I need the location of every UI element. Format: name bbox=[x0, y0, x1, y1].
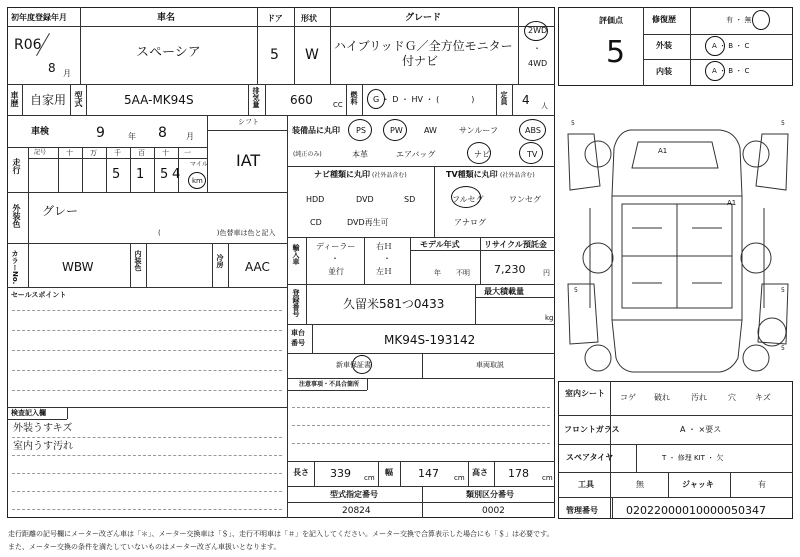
fuel-g-circle bbox=[367, 89, 385, 109]
grade-line-2: 付ナビ bbox=[402, 54, 439, 68]
shift-value: IAT bbox=[236, 151, 261, 170]
management-number: 02022000010000050347 bbox=[626, 504, 766, 517]
drive-2wd-circle bbox=[524, 21, 548, 41]
mileage-digit: 5 bbox=[160, 167, 169, 182]
car-diagram bbox=[560, 108, 796, 378]
capacity-value: 4 bbox=[522, 93, 530, 107]
damage-a1-side: A1 bbox=[727, 199, 737, 207]
tire-depth: 5 bbox=[781, 120, 785, 127]
inspector-note-2: 室内うす汚れ bbox=[13, 441, 73, 452]
footer-note-2: また、メーター交換の条件を満たしていないものはメーター改ざん車扱いとなります。 bbox=[8, 543, 281, 551]
inspection-month: 8 bbox=[158, 125, 167, 141]
equip-aw: AW bbox=[424, 126, 437, 135]
windshield-value: A ・ ×要ス bbox=[680, 425, 722, 434]
overall-score: 5 bbox=[606, 35, 626, 70]
interior-grade: A ・ B ・ C bbox=[712, 67, 750, 75]
first-reg-year: R06 bbox=[14, 37, 42, 53]
color-no-value: WBW bbox=[62, 260, 94, 274]
car-name-label: 車名 bbox=[157, 13, 176, 23]
km-unit: km bbox=[192, 177, 203, 185]
height-value: 178 bbox=[508, 467, 529, 480]
equip-abs: ABS bbox=[525, 126, 541, 135]
equip-navi: ナビ bbox=[474, 150, 490, 159]
displacement-value: 660 bbox=[290, 93, 313, 107]
equip-pw: PW bbox=[390, 126, 403, 135]
exterior-color: グレー bbox=[42, 204, 79, 218]
inspector-note-1: 外装うすキズ bbox=[13, 423, 73, 434]
width-value: 147 bbox=[418, 467, 439, 480]
mileage-digit: 1 bbox=[136, 167, 145, 182]
tv-fullseg: フルセグ bbox=[452, 195, 484, 204]
repair-options: 有 ・ 無 bbox=[726, 16, 752, 24]
car-name: スペーシア bbox=[136, 45, 201, 60]
km-circle bbox=[188, 172, 206, 189]
shape-value: W bbox=[305, 47, 319, 63]
equip-airbag: エアバッグ bbox=[396, 150, 436, 159]
class-value: 0002 bbox=[482, 506, 505, 516]
doors-value: 5 bbox=[270, 47, 279, 63]
mileage-digit: 4 bbox=[172, 167, 181, 182]
color-note: ( )色替車は色と記入 bbox=[158, 229, 276, 237]
exterior-grade: A ・ B ・ C bbox=[712, 42, 750, 50]
inspection-year: 9 bbox=[96, 125, 105, 141]
chassis-number: MK94S-193142 bbox=[384, 333, 476, 347]
first-reg-month: 8 bbox=[48, 61, 56, 75]
spare-tire-value: T ・ 修理 KIT ・ 欠 bbox=[662, 454, 724, 462]
jack-value: 有 bbox=[758, 480, 766, 489]
mileage-digit: 5 bbox=[112, 167, 121, 182]
equip-tv: TV bbox=[527, 150, 538, 159]
tire-depth: 5 bbox=[574, 287, 578, 294]
equip-ps: PS bbox=[356, 126, 366, 135]
equip-leather: 本革 bbox=[352, 150, 368, 159]
tire-depth: 5 bbox=[781, 345, 785, 352]
type-cert-value: 20824 bbox=[342, 506, 371, 516]
fuel-options: G ・ D ・ HV ・ ( ) bbox=[373, 95, 475, 104]
tire-depth: 5 bbox=[781, 287, 785, 294]
recycle-value: 7,230 bbox=[494, 263, 526, 276]
ac-value: AAC bbox=[245, 260, 270, 274]
model-value: 5AA-MK94S bbox=[124, 93, 194, 107]
damage-a1-front: A1 bbox=[658, 147, 668, 155]
equip-sunroof: サンルーフ bbox=[459, 126, 498, 135]
length-value: 339 bbox=[330, 467, 351, 480]
tools-value: 無 bbox=[636, 480, 644, 489]
registration-number: 久留米581つ0433 bbox=[343, 297, 445, 311]
grade-line-1: ハイブリッドＧ／全方位モニター bbox=[334, 39, 513, 53]
footer-note-1: 走行距離の記号欄にメーター改ざん車は「＊」、メーター交換車は「＄」、走行不明車は「＃」を記入してください。メーター交換で合算表示した場合にも「＄」は必要です。 bbox=[8, 530, 554, 538]
usage-value: 自家用 bbox=[30, 93, 67, 107]
drive-2wd: 2WD bbox=[528, 26, 548, 35]
tire-depth: 5 bbox=[571, 120, 575, 127]
first-reg-label: 初年度登録年月 bbox=[11, 13, 67, 22]
